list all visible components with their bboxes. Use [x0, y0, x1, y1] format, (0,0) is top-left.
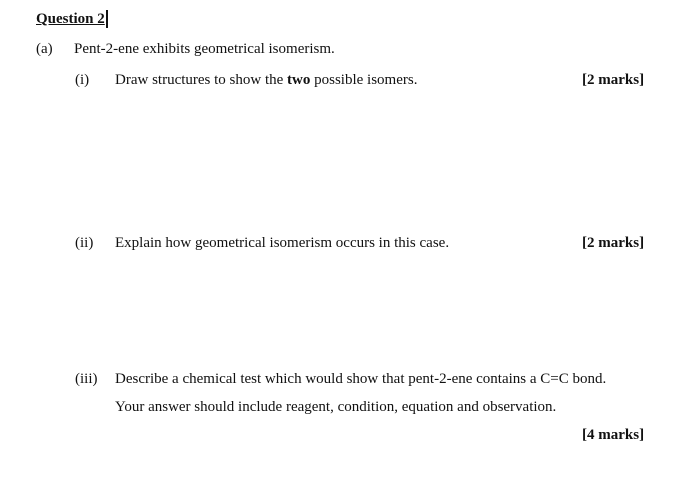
sub-iii-line1: Describe a chemical test which would show that pent-2-ene contains a C=C bond.: [115, 371, 607, 387]
part-a-label: (a): [36, 41, 53, 57]
sub-i-label: (i): [75, 72, 90, 88]
sub-i-text-after: possible isomers.: [310, 72, 418, 88]
sub-i-text-before: Draw structures to show the: [115, 72, 288, 88]
sub-i-text: [115, 71, 417, 89]
sub-ii-label: (ii): [75, 235, 94, 251]
sub-i-text-bold: two: [287, 72, 311, 88]
sub-iii-marks: [4 marks]: [582, 427, 645, 443]
sub-ii-text: Explain how geometrical isomerism occurs in this case.: [115, 235, 450, 251]
question-title: Question 2: [35, 10, 108, 28]
sub-iii-label: (iii): [75, 371, 98, 387]
sub-i-marks: [2 marks]: [582, 72, 645, 88]
sub-ii-marks: [2 marks]: [582, 235, 645, 251]
part-a-stem: Pent-2-ene exhibits geometrical isomerism.: [74, 41, 335, 57]
sub-iii-line2: Your answer should include reagent, condition, equation and observation.: [115, 399, 557, 415]
